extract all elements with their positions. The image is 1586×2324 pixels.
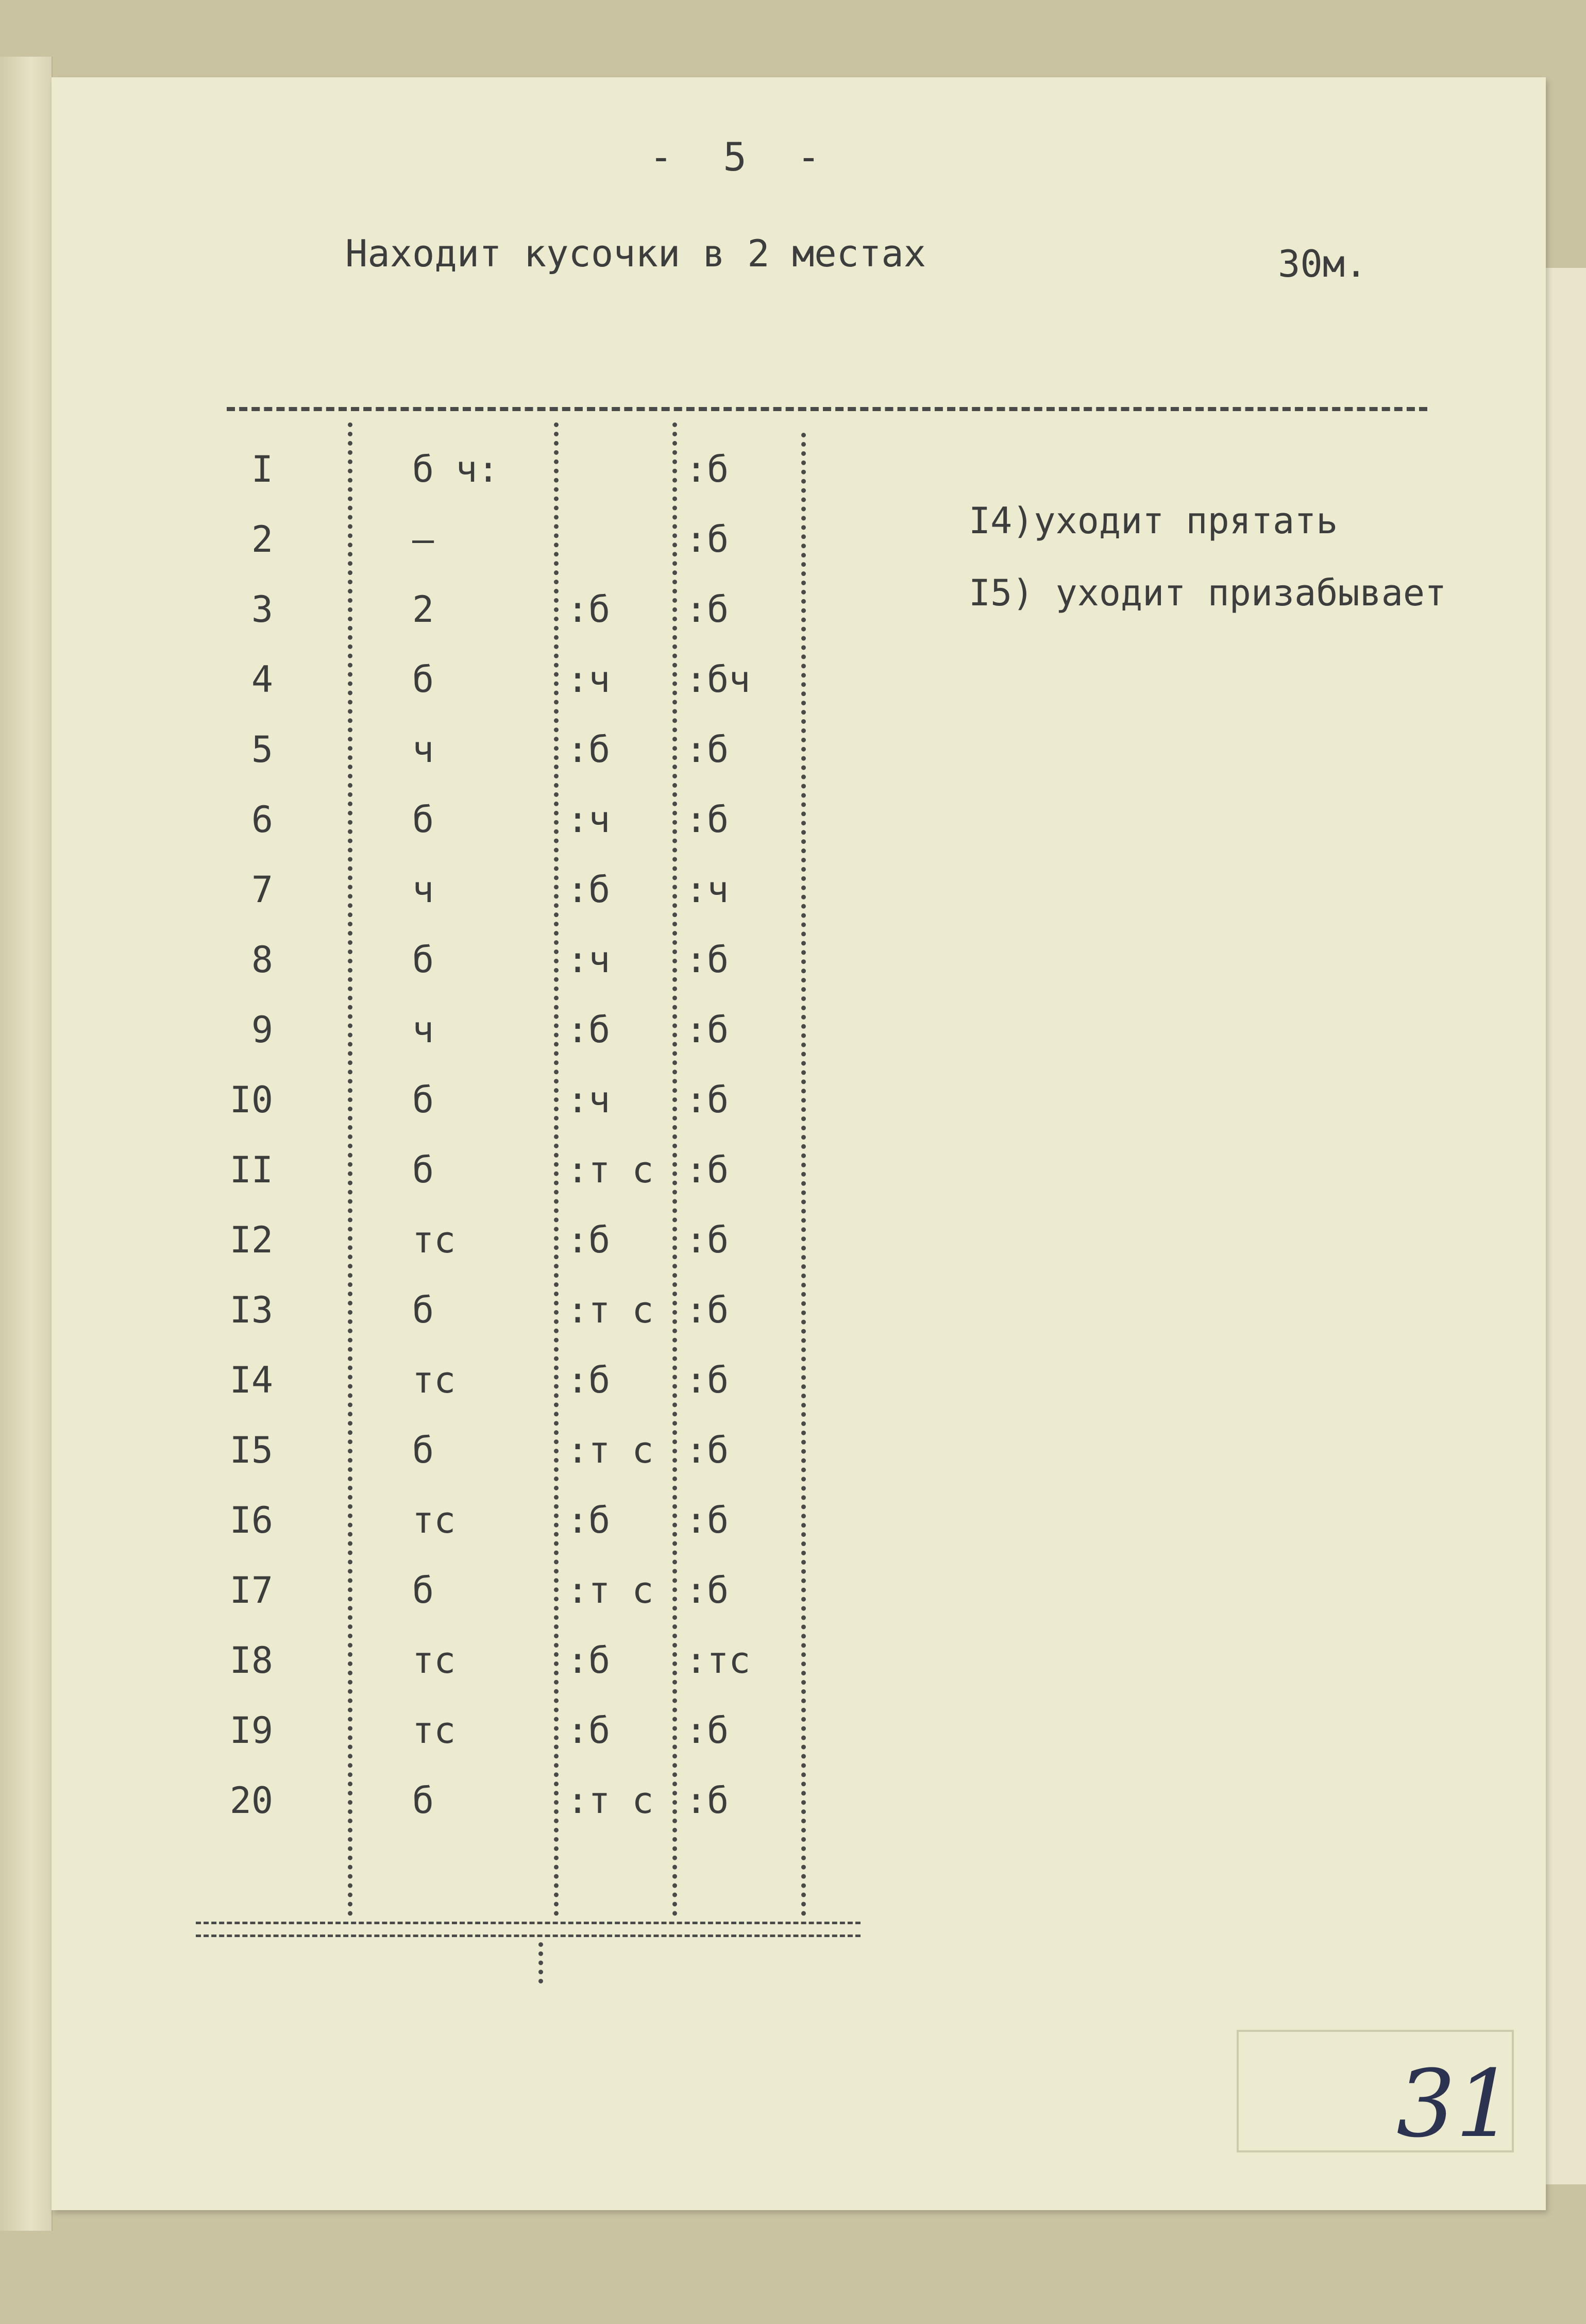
handwritten-folio-number: 31 — [1396, 2050, 1515, 2158]
cell-col-3: :б — [685, 448, 729, 490]
row-number: I5 — [229, 1429, 273, 1471]
cell-col-2: :б — [567, 1499, 611, 1541]
row-number: 7 — [251, 869, 273, 911]
cell-col-3: :бч — [685, 658, 751, 701]
cell-col-1: тс — [412, 1709, 456, 1752]
cell-col-1: б — [412, 658, 434, 701]
cell-col-3: :б — [685, 1079, 729, 1121]
cell-col-1: – — [412, 518, 434, 561]
cell-col-1: 2 — [412, 588, 434, 631]
cell-col-2: :ч — [567, 799, 611, 841]
cell-col-3: :б — [685, 588, 729, 631]
cell-col-2: :б — [567, 1219, 611, 1261]
note-i4: I4)уходит прятать — [969, 500, 1338, 542]
row-number: 8 — [251, 939, 273, 981]
cell-col-3: :б — [685, 1779, 729, 1822]
page-number: - 5 - — [649, 134, 822, 180]
table-row — [52, 869, 927, 920]
cell-col-1: б — [412, 939, 434, 981]
cell-col-1: ч — [412, 728, 434, 771]
cell-col-2: :б — [567, 1639, 611, 1682]
table-row — [52, 448, 927, 500]
cell-col-1: б — [412, 799, 434, 841]
table-row — [52, 1709, 927, 1761]
cell-col-3: :б — [685, 1709, 729, 1752]
cell-col-3: :б — [685, 799, 729, 841]
cell-col-2: :т с — [567, 1289, 654, 1331]
cell-col-1: б — [412, 1779, 434, 1822]
row-number: I — [251, 448, 273, 490]
table-row — [52, 588, 927, 640]
cell-col-2: :т с — [567, 1149, 654, 1191]
table-row — [52, 1499, 927, 1551]
row-number: 4 — [251, 658, 273, 701]
table-row — [52, 939, 927, 990]
cell-col-1: б — [412, 1289, 434, 1331]
cell-col-3: :б — [685, 1429, 729, 1471]
top-dashed-rule — [227, 407, 1427, 411]
cell-col-3: :б — [685, 939, 729, 981]
table-row — [52, 1219, 927, 1270]
note-i5: I5) уходит призабывает — [969, 572, 1447, 614]
cell-col-3: :б — [685, 1499, 729, 1541]
cell-col-2: :б — [567, 1359, 611, 1401]
row-number: I0 — [229, 1079, 273, 1121]
row-number: I9 — [229, 1709, 273, 1752]
cell-col-1: тс — [412, 1639, 456, 1682]
cell-col-2: :ч — [567, 658, 611, 701]
table-row — [52, 1569, 927, 1621]
time-note: 30м. — [1278, 242, 1368, 285]
cell-col-2: :ч — [567, 1079, 611, 1121]
cell-col-1: б ч: — [412, 448, 499, 490]
row-number: 3 — [251, 588, 273, 631]
cell-col-3: :б — [685, 1359, 729, 1401]
cell-col-1: тс — [412, 1359, 456, 1401]
cell-col-1: б — [412, 1079, 434, 1121]
cell-col-2: :б — [567, 588, 611, 631]
page-heading: Находит кусочки в 2 местах — [345, 232, 926, 275]
cell-col-3: :б — [685, 1149, 729, 1191]
row-number: I7 — [229, 1569, 273, 1611]
cell-col-2: :б — [567, 1009, 611, 1051]
cell-col-3: :ч — [685, 869, 729, 911]
table-row — [52, 1779, 927, 1831]
cell-col-2: :б — [567, 1709, 611, 1752]
table-row — [52, 1149, 927, 1200]
table-row — [52, 1289, 927, 1341]
cell-col-3: :б — [685, 1289, 729, 1331]
document-page — [52, 77, 1546, 2210]
table-row — [52, 518, 927, 570]
row-number: 9 — [251, 1009, 273, 1051]
table-row — [52, 799, 927, 850]
cell-col-1: ч — [412, 869, 434, 911]
cell-col-2: :б — [567, 869, 611, 911]
cell-col-3: :б — [685, 1009, 729, 1051]
row-number: 6 — [251, 799, 273, 841]
table-row — [52, 1639, 927, 1691]
bottom-double-rule — [196, 1922, 861, 1937]
cell-col-3: :тс — [685, 1639, 751, 1682]
cell-col-3: :б — [685, 1569, 729, 1611]
table-row — [52, 728, 927, 780]
table-row — [52, 658, 927, 710]
row-number: I8 — [229, 1639, 273, 1682]
row-number: I2 — [229, 1219, 273, 1261]
row-number: 5 — [251, 728, 273, 771]
cell-col-2: :б — [567, 728, 611, 771]
table-row — [52, 1009, 927, 1060]
cell-col-2: :т с — [567, 1569, 654, 1611]
cell-col-3: :б — [685, 1219, 729, 1261]
cell-col-1: тс — [412, 1219, 456, 1261]
row-number: II — [229, 1149, 273, 1191]
cell-col-3: :б — [685, 728, 729, 771]
cell-col-1: б — [412, 1429, 434, 1471]
binder-spine — [0, 57, 53, 2231]
cell-col-1: б — [412, 1149, 434, 1191]
cell-col-1: ч — [412, 1009, 434, 1051]
cell-col-1: тс — [412, 1499, 456, 1541]
bottom-colon-mark — [538, 1942, 543, 1983]
row-number: I4 — [229, 1359, 273, 1401]
cell-col-3: :б — [685, 518, 729, 561]
cell-col-2: :т с — [567, 1429, 654, 1471]
row-number: I3 — [229, 1289, 273, 1331]
row-number: 20 — [229, 1779, 273, 1822]
cell-col-2: :т с — [567, 1779, 654, 1822]
cell-col-2: :ч — [567, 939, 611, 981]
table-row — [52, 1359, 927, 1411]
row-number: 2 — [251, 518, 273, 561]
row-number: I6 — [229, 1499, 273, 1541]
table-row — [52, 1429, 927, 1481]
cell-col-1: б — [412, 1569, 434, 1611]
table-row — [52, 1079, 927, 1130]
